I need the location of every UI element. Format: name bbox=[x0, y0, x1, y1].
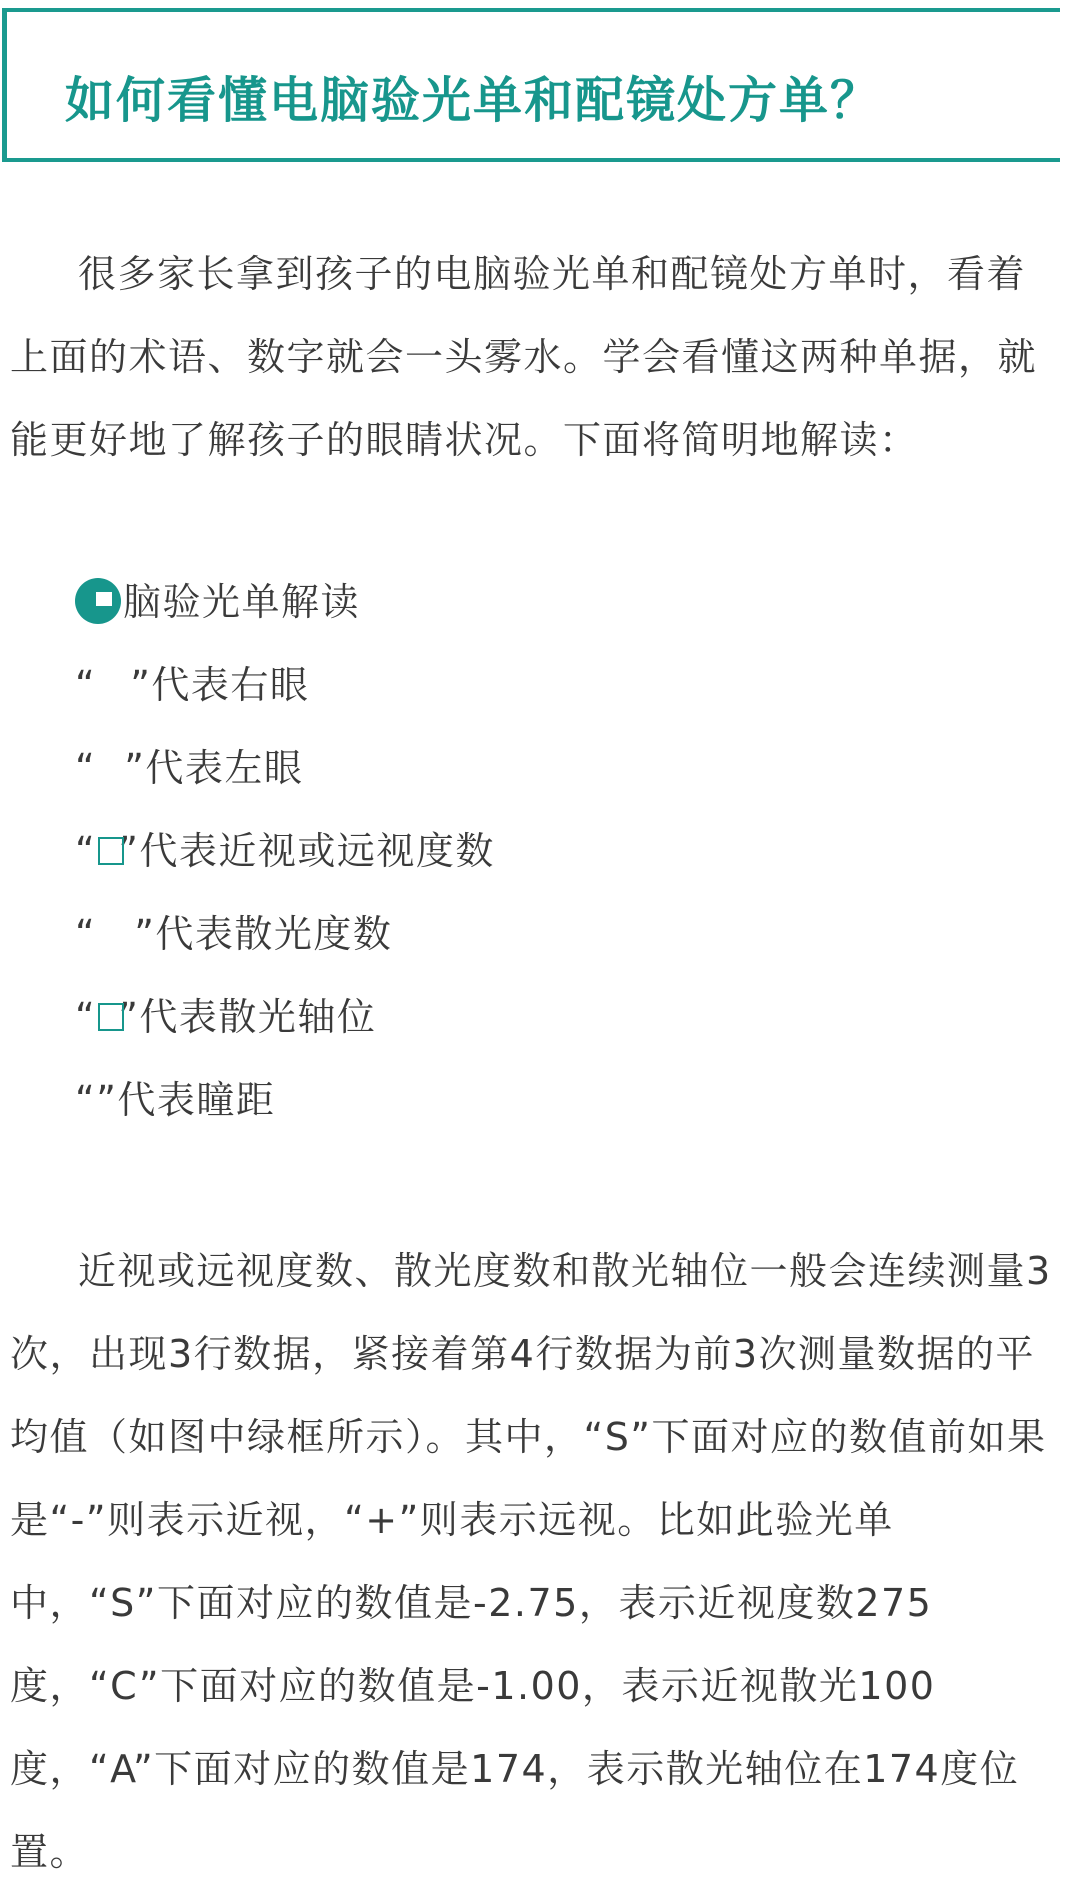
missing-glyph-icon bbox=[98, 837, 124, 865]
list-item: “ ”代表左眼 bbox=[75, 746, 304, 790]
bullet-icon bbox=[75, 578, 121, 624]
list-item: “ ”代表右眼 bbox=[75, 663, 310, 707]
section-heading-text: 脑验光单解读 bbox=[123, 580, 361, 624]
list-item: “ ”代表散光度数 bbox=[75, 912, 393, 956]
list-item: “”代表瞳距 bbox=[75, 1078, 276, 1122]
section-heading bbox=[75, 570, 495, 653]
legend-list bbox=[75, 570, 495, 1151]
missing-glyph-icon bbox=[98, 1003, 124, 1031]
intro-paragraph: 很多家长拿到孩子的电脑验光单和配镜处方单时，看着上面的术语、数字就会一头雾水。学会看懂这两种单据，就能更好地了解孩子的眼睛状况。下面将简明地解读： bbox=[10, 252, 1038, 462]
list-item: “ ”代表散光轴位 bbox=[75, 995, 377, 1039]
list-item: “ ”代表近视或远视度数 bbox=[75, 829, 495, 873]
page-title: 如何看懂电脑验光单和配镜处方单？ bbox=[65, 72, 882, 129]
body-paragraph: 近视或远视度数、散光度数和散光轴位一般会连续测量3次，出现3行数据，紧接着第4行数据为前3次测量数据的平均值（如图中绿框所示）。其中，“S”下面对应的数值前如果是“-”则表示近视，“+”则表示远视。比如此验光单中，“S”下面对应的数值是-2.75，表示近视度数275度，“C”下面对应的数值是-1.00，表示近视散光100度，“A”下面对应的数值是174，表示散光轴位在174度位置。 bbox=[10, 1249, 1052, 1874]
